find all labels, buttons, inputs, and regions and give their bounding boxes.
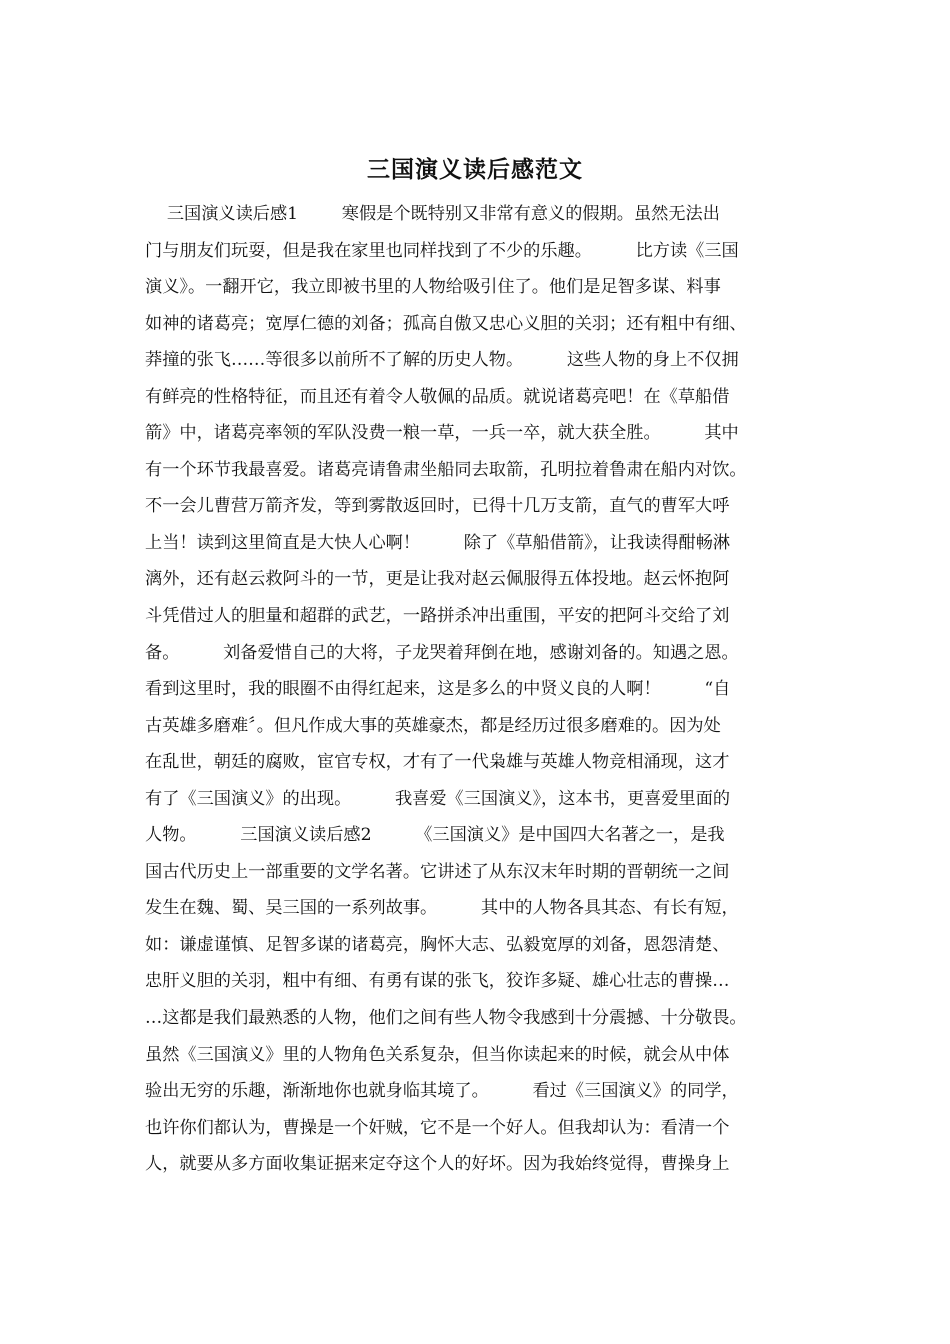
text-line: 箭》中，诸葛亮率领的军队没费一粮一草，一兵一卒，就大获全胜。 其中 bbox=[145, 423, 739, 444]
text-line: 漓外，还有赵云救阿斗的一节，更是让我对赵云佩服得五体投地。赵云怀抱阿 bbox=[145, 569, 730, 590]
text-line: 演义》。一翻开它，我立即被书里的人物给吸引住了。他们是足智多谋、料事 bbox=[145, 277, 721, 298]
text-line: 如：谦虚谨慎、足智多谋的诸葛亮，胸怀大志、弘毅宽厚的刘备，恩怨清楚、 bbox=[145, 934, 730, 955]
text-line: 有鲜亮的性格特征，而且还有着令人敬佩的品质。就说诸葛亮吧！在《草船借 bbox=[145, 386, 730, 407]
text-line: 斗凭借过人的胆量和超群的武艺，一路拼杀冲出重围，平安的把阿斗交给了刘 bbox=[145, 606, 730, 627]
text-line: 门与朋友们玩耍，但是我在家里也同样找到了不少的乐趣。 比方读《三国 bbox=[145, 240, 739, 261]
document-title: 三国演义读后感范文 bbox=[367, 156, 583, 183]
text-line: 国古代历史上一部重要的文学名著。它讲述了从东汉末年时期的晋朝统一之间 bbox=[145, 861, 730, 882]
text-line: 有一个环节我最喜爱。诸葛亮请鲁肃坐船同去取箭，孔明拉着鲁肃在船内对饮。 bbox=[145, 459, 747, 480]
text-line: …这都是我们最熟悉的人物，他们之间有些人物令我感到十分震撼、十分敬畏。 bbox=[145, 1008, 747, 1029]
text-line: 备。 刘备爱惜自己的大将，子龙哭着拜倒在地，感谢刘备的。知遇之恩。 bbox=[145, 642, 739, 663]
text-line: 莽撞的张飞……等很多以前所不了解的历史人物。 这些人物的身上不仅拥 bbox=[145, 350, 739, 371]
text-line: 上当！读到这里简直是大快人心啊！ 除了《草船借箭》，让我读得酣畅淋 bbox=[145, 532, 731, 553]
text-line: 在乱世，朝廷的腐败，宦官专权，才有了一代枭雄与英雄人物竞相涌现，这才 bbox=[145, 752, 730, 773]
text-line: 不一会儿曹营万箭齐发，等到雾散返回时，已得十几万支箭，直气的曹军大呼 bbox=[145, 496, 730, 517]
text-line: 也许你们都认为，曹操是一个奸贼，它不是一个好人。但我却认为：看清一个 bbox=[145, 1117, 730, 1138]
text-line: 看到这里时，我的眼圈不由得红起来，这是多么的中贤义良的人啊！ “自 bbox=[145, 679, 731, 700]
text-line: 有了《三国演义》的出现。 我喜爱《三国演义》，这本书，更喜爱里面的 bbox=[145, 788, 731, 809]
text-line: 古英雄多磨难〞。但凡作成大事的英雄豪杰，都是经历过很多磨难的。因为处 bbox=[145, 715, 721, 736]
text-line: 验出无穷的乐趣，渐渐地你也就身临其境了。 看过《三国演义》的同学， bbox=[145, 1081, 739, 1102]
text-line: 发生在魏、蜀、吴三国的一系列故事。 其中的人物各具其态、有长有短， bbox=[145, 898, 739, 919]
text-line: 如神的诸葛亮；宽厚仁德的刘备；孤高自傲又忠心义胆的关羽；还有粗中有细、 bbox=[145, 313, 747, 334]
text-line: 人物。 三国演义读后感2 《三国演义》是中国四大名著之一，是我 bbox=[145, 825, 725, 846]
text-line: 人，就要从多方面收集证据来定夺这个人的好坏。因为我始终觉得，曹操身上 bbox=[145, 1154, 730, 1175]
text-line: 虽然《三国演义》里的人物角色关系复杂，但当你读起来的时候，就会从中体 bbox=[145, 1044, 730, 1065]
document-body bbox=[145, 196, 825, 1183]
text-line: 三国演义读后感1 寒假是个既特别又非常有意义的假期。虽然无法出 bbox=[145, 204, 720, 224]
text-line: 忠肝义胆的关羽，粗中有细、有勇有谋的张飞，狡诈多疑、雄心壮志的曹操… bbox=[145, 971, 730, 992]
